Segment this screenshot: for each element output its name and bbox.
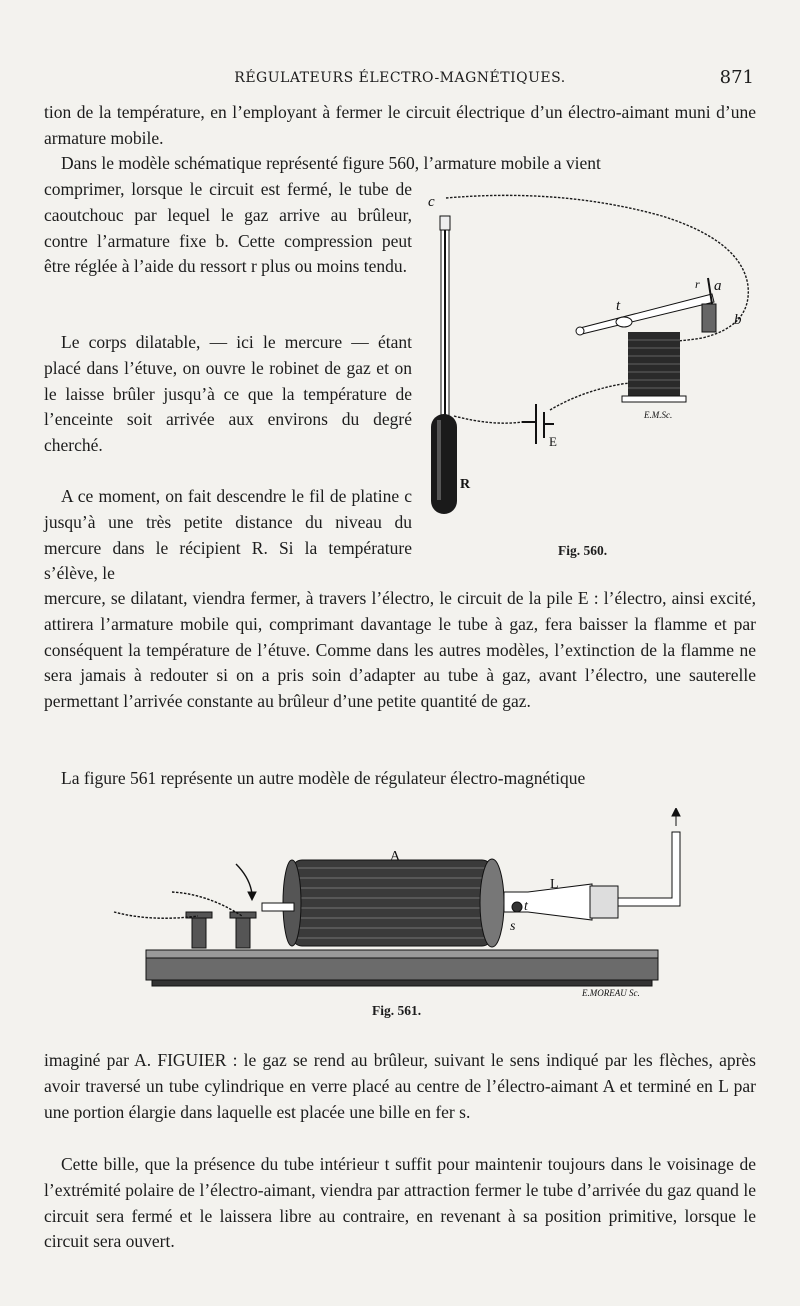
fig560-label-r: r xyxy=(695,277,700,291)
figure-561-caption: Fig. 561. xyxy=(372,1003,422,1018)
page-header xyxy=(44,67,756,94)
paragraph-4-full: mercure, se dilatant, viendra fermer, à travers l’électro, le circuit de la pile E : l’électro, ainsi excité, attirera l’armature mobile qui, comprimant davantage le tube à gaz, fera baisser la flamme et par conséquent la température de l’étuve. Comme dans les autres modèles, l’extinction de la flamme ne sera jamais à redouter si on a pris soin d’adapter au tube à gaz, avant l’électro, une sauterelle permettant l’arrivée constante au brûleur d’une petite quantité de gaz. xyxy=(44,588,756,712)
paragraph-7: Cette bille, que la présence du tube intérieur t suffit pour maintenir toujours dans le voisinage de l’extrémité polaire de l’électro-aimant, viendra par attraction fermer le tube d’arrivée du gaz quand le circuit sera fermé et le laissera libre au contraire, en revenant à sa position primitive, lorsque le circuit sera ouvert. xyxy=(44,1154,756,1252)
fig561-signature: E.MOREAU Sc. xyxy=(582,988,640,998)
electromagnet-A xyxy=(283,859,504,947)
paragraph-2-full: Dans le modèle schématique représenté figure 560, l’armature mobile a vient xyxy=(61,153,601,173)
wire-mercury xyxy=(454,416,522,423)
fig560-label-b: b xyxy=(734,312,742,328)
figure-560-illustration xyxy=(412,186,760,526)
paragraph-1: tion de la température, en l’employant à fermer le circuit électrique d’un électro-aimant muni d’une armature mobile. xyxy=(44,102,756,148)
paragraph-2-narrow: comprimer, lorsque le circuit est fermé, le tube de caoutchouc par lequel le gaz arrive au brûleur, contre l’armature fixe b. Cette compression peut être réglée à l’aide du ressort r plus ou moins tendu. xyxy=(44,179,412,277)
paragraph-5: La figure 561 représente un autre modèle de régulateur électro-magnétique xyxy=(61,768,586,788)
fig561-label-L: L xyxy=(550,877,559,892)
paragraph-4-narrow: A ce moment, on fait descendre le fil de platine c jusqu’à une très petite distance du niveau du mercure dans le récipient R. Si la température s’élève, le xyxy=(44,486,412,584)
terminals xyxy=(186,912,256,948)
base-board xyxy=(146,950,658,986)
fig560-signature: E.M.Sc. xyxy=(644,410,673,420)
fig560-label-R: R xyxy=(460,477,471,492)
paragraph-6: imaginé par A. FIGUIER : le gaz se rend au brûleur, suivant le sens indiqué par les flèches, après avoir traversé un tube cylindrique en verre placé au centre de l’électro-aimant A et terminé en L par une portion élargie dans laquelle est placée une bille en fer s. xyxy=(44,1050,756,1122)
fig561-label-t: t xyxy=(524,899,528,914)
fig560-label-c: c xyxy=(428,194,435,210)
figure-560-caption: Fig. 560. xyxy=(558,543,608,558)
fig561-label-A: A xyxy=(390,849,401,864)
thermometer-vessel xyxy=(431,216,457,514)
page-number: 871 xyxy=(719,67,754,88)
fig561-label-s: s xyxy=(510,919,516,934)
paragraph-3: Le corps dilatable, — ici le mercure — étant placé dans l’étuve, on ouvre le robinet de gaz et on le laisse brûler jusqu’à ce que la température de l’enceinte soit arrivée aux environs du degré cherché. xyxy=(44,332,412,456)
running-title: RÉGULATEURS ÉLECTRO-MAGNÉTIQUES. xyxy=(234,70,566,86)
figure-561-illustration xyxy=(112,808,700,1000)
electromagnet-coil xyxy=(622,332,686,402)
fig560-label-E: E xyxy=(549,434,557,449)
wires xyxy=(114,892,242,918)
fig560-label-a: a xyxy=(714,278,722,294)
fig560-label-t: t xyxy=(616,298,621,314)
